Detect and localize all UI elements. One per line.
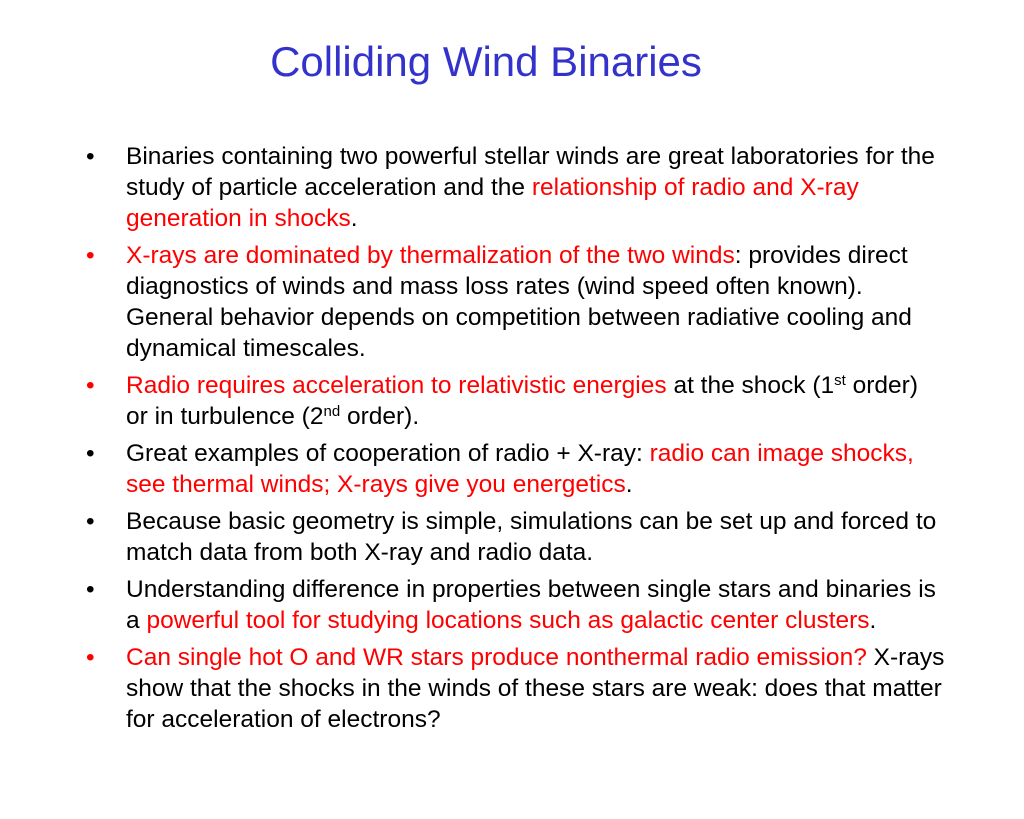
bullet-item-3 bbox=[86, 370, 946, 432]
bullet-1-highlight: relationship of radio and X-ray generation in shocks bbox=[126, 174, 859, 232]
bullet-marker: • bbox=[86, 644, 95, 671]
bullet-1-end: . bbox=[350, 205, 358, 232]
ordinal-st: st bbox=[834, 371, 846, 389]
bullet-4-highlight: radio can image shocks, see thermal winds; X-rays give you energetics bbox=[126, 440, 914, 498]
bullet-item-2 bbox=[86, 240, 946, 364]
bullet-7-highlight: Can single hot O and WR stars produce nonthermal radio emission? bbox=[126, 644, 867, 671]
bullet-3-highlight: Radio requires acceleration to relativistic energies bbox=[126, 372, 667, 399]
bullet-marker: • bbox=[86, 242, 95, 269]
bullet-4-text: Great examples of cooperation of radio + X-ray: bbox=[126, 440, 650, 467]
bullet-marker: • bbox=[86, 143, 95, 170]
bullet-item-7 bbox=[86, 642, 946, 735]
bullet-2-highlight: X-rays are dominated by thermalization of the two winds bbox=[126, 242, 735, 269]
bullet-3-text-a: at the shock (1 bbox=[666, 372, 835, 399]
bullet-4-end: . bbox=[625, 471, 633, 498]
bullet-list bbox=[86, 141, 946, 741]
slide-title: Colliding Wind Binaries bbox=[270, 38, 702, 85]
bullet-item-1 bbox=[86, 141, 946, 234]
bullet-2-text: : provides direct diagnostics of winds and mass loss rates (wind speed often known). General behavior depends on competition between radiative cooling and dynamical timescales. bbox=[126, 242, 912, 362]
bullet-item-6 bbox=[86, 574, 946, 636]
bullet-6-text: Understanding difference in properties between single stars and binaries is a bbox=[126, 576, 936, 634]
ordinal-nd: nd bbox=[323, 402, 341, 420]
bullet-item-5 bbox=[86, 506, 946, 568]
bullet-marker: • bbox=[86, 440, 95, 467]
bullet-marker: • bbox=[86, 372, 95, 399]
bullet-item-4 bbox=[86, 438, 946, 500]
bullet-1-text: Binaries containing two powerful stellar winds are great laboratories for the study of particle acceleration and the bbox=[126, 143, 935, 201]
bullet-3-text-b: order) or in turbulence (2 bbox=[126, 372, 918, 430]
bullet-3-text-c: order). bbox=[340, 403, 420, 430]
bullet-marker: • bbox=[86, 508, 95, 535]
bullet-marker: • bbox=[86, 576, 95, 603]
bullet-5-text: Because basic geometry is simple, simulations can be set up and forced to match data from both X-ray and radio data. bbox=[126, 508, 937, 566]
bullet-6-highlight: powerful tool for studying locations such as galactic center clusters bbox=[146, 607, 870, 634]
bullet-6-end: . bbox=[869, 607, 877, 634]
bullet-7-text: X-rays show that the shocks in the winds of these stars are weak: does that matter for acceleration of electrons? bbox=[126, 644, 945, 733]
